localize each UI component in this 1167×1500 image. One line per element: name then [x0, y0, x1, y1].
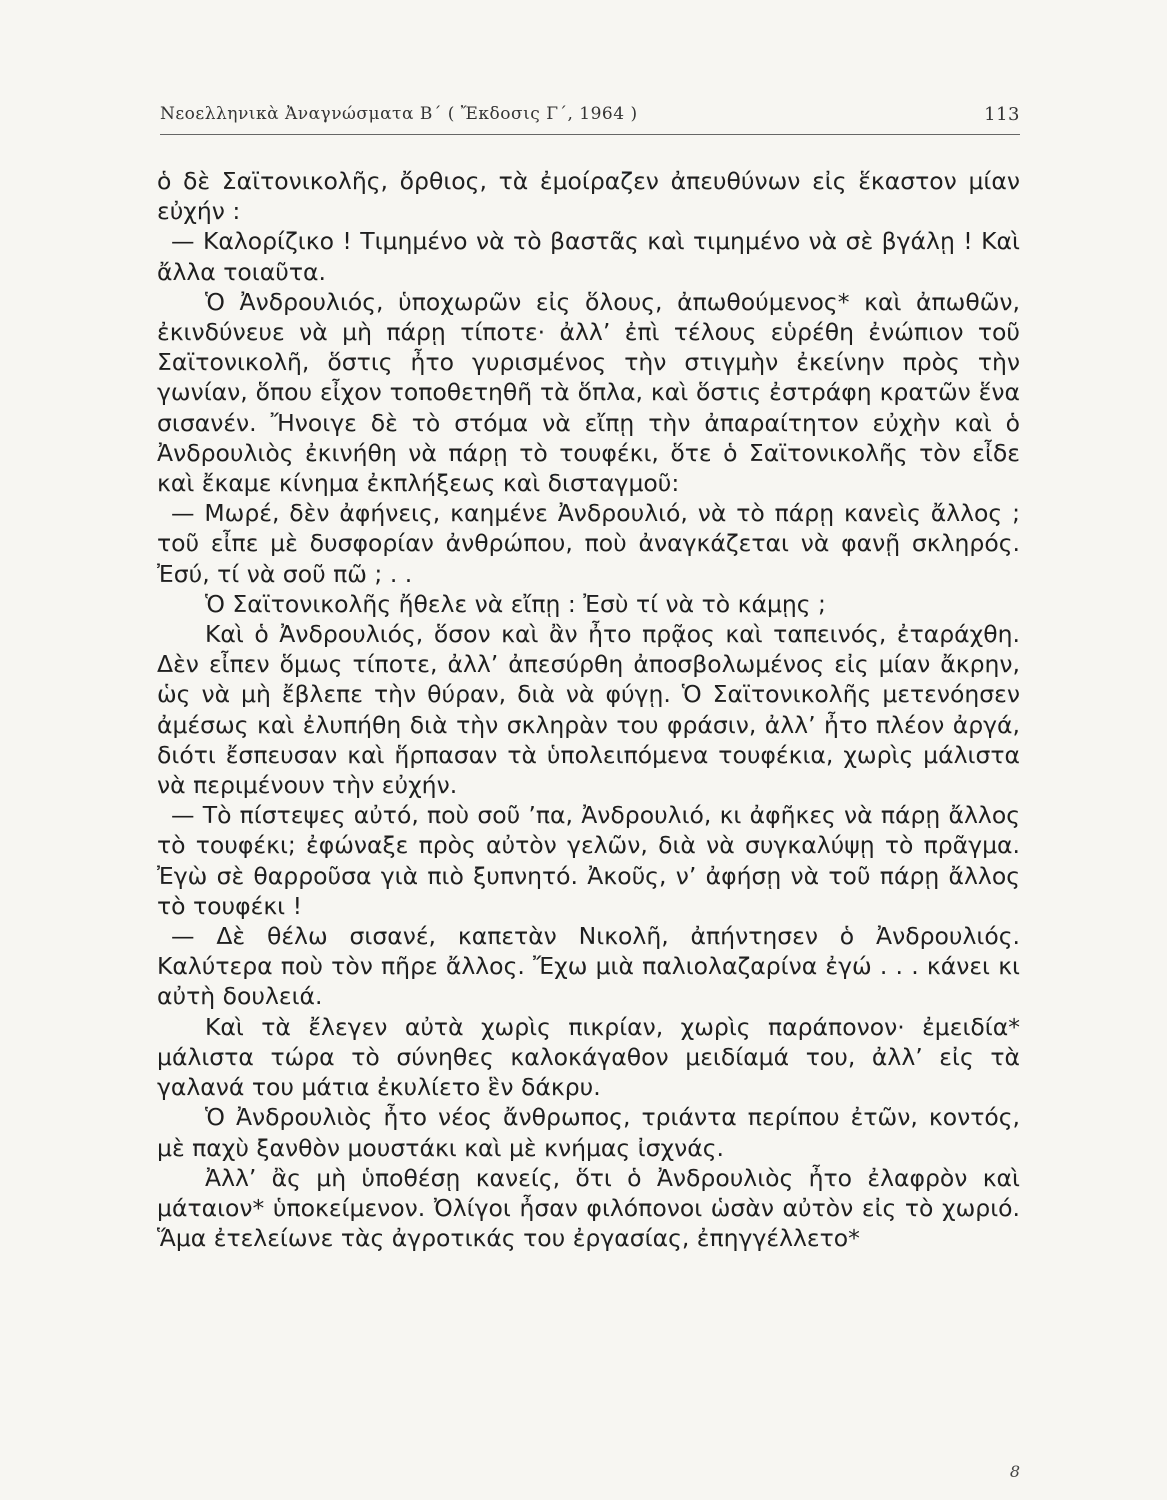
page-number: 113	[984, 104, 1020, 125]
paragraph: Ὁ Σαϊτονικολῆς ἤθελε νὰ εἴπῃ : Ἐσὺ τί νὰ τὸ κάμῃς ;	[205, 589, 826, 618]
body-text	[157, 166, 1020, 1253]
paragraph: Καὶ ὁ Ἀνδρουλιός, ὅσον καὶ ἂν ἦτο πρᾷος καὶ ταπεινός, ἐταράχθη. Δὲν εἶπεν ὅμως τίποτε, ἀλλ’ ἀπεσύρθη ἀποσβολωμένος εἰς μίαν ἄκρην, ὡς νὰ μὴ ἔβλεπε τὴν θύραν, διὰ νὰ φύγῃ. Ὁ Σαϊτονικολῆς μετενόησεν ἀμέσως καὶ ἐλυπήθη διὰ τὴν σκληρὰν του φράσιν, ἀλλ’ ἦτο πλέον ἀργά, διότι ἔσπευσαν καὶ ἥρπασαν τὰ ὑπολειπόμενα τουφέκια, χωρὶς μάλιστα νὰ περιμένουν τὴν εὐχήν.	[157, 620, 1020, 800]
dialogue-paragraph: — Καλορίζικο ! Τιμημένο νὰ τὸ βαστᾶς καὶ τιμημένο νὰ σὲ βγάλῃ ! Καὶ ἄλλα τοιαῦτα.	[157, 227, 1020, 286]
running-header	[160, 100, 1020, 136]
paragraph: Καὶ τὰ ἔλεγεν αὐτὰ χωρὶς πικρίαν, χωρὶς παράπονον· ἐμειδία* μάλιστα τώρα τὸ σύνηθες καλοκάγαθον μειδίαμά του, ἀλλ’ εἰς τὰ γαλανά του μάτια ἐκυλίετο ἓν δάκρυ.	[157, 1012, 1020, 1102]
dialogue-paragraph: — Τὸ πίστεψες αὐτό, ποὺ σοῦ ’πα, Ἀνδρουλιό, κι ἀφῆκες νὰ πάρῃ ἄλλος τὸ τουφέκι; ἐφώναξε πρὸς αὐτὸν γελῶν, διὰ νὰ συγκαλύψῃ τὸ πρᾶγμα. Ἐγὼ σὲ θαρροῦσα γιὰ πιὸ ξυπνητό. Ἀκοῦς, ν’ ἀφήσῃ νὰ τοῦ πάρῃ ἄλλος τὸ τουφέκι !	[157, 801, 1020, 920]
paragraph: Ὁ Ἀνδρουλιὸς ἦτο νέος ἄνθρωπος, τριάντα περίπου ἐτῶν, κοντός, μὲ παχὺ ξανθὸν μουστάκι καὶ μὲ κνήμας ἰσχνάς.	[157, 1103, 1020, 1162]
dialogue-paragraph: — Δὲ θέλω σισανέ, καπετὰν Νικολῆ, ἀπήντησεν ὁ Ἀνδρουλιός. Καλύτερα ποὺ τὸν πῆρε ἄλλος. Ἔχω μιὰ παλιολαζαρίνα ἐγώ . . . κάνει κι αὐτὴ δουλειά.	[157, 922, 1020, 1011]
dialogue-paragraph: — Μωρέ, δὲν ἀφήνεις, καημένε Ἀνδρουλιό, νὰ τὸ πάρῃ κανεὶς ἄλλος ; τοῦ εἶπε μὲ δυσφορίαν ἀνθρώπου, ποὺ ἀναγκάζεται νὰ φανῇ σκληρός. Ἐσύ, τί νὰ σοῦ πῶ ; . .	[157, 499, 1020, 588]
header-rule	[160, 134, 1020, 135]
paragraph: Ἀλλ’ ἂς μὴ ὑποθέσῃ κανείς, ὅτι ὁ Ἀνδρουλιὸς ἦτο ἐλαφρὸν καὶ μάταιον* ὑποκείμενον. Ὀλίγοι ἦσαν φιλόπονοι ὡσὰν αὐτὸν εἰς τὸ χωριό. Ἅμα ἐτελείωνε τὰς ἀγροτικάς του ἐργασίας, ἐπηγγέλλετο*	[157, 1163, 1020, 1253]
book-title: Νεοελληνικὰ Ἀναγνώσματα Β΄ ( Ἔκδοσις Γ΄, 1964 )	[160, 104, 638, 124]
paragraph: Ὁ Ἀνδρουλιός, ὑποχωρῶν εἰς ὅλους, ἀπωθούμενος* καὶ ἀπωθῶν, ἐκινδύνευε νὰ μὴ πάρῃ τίποτε· ἀλλ’ ἐπὶ τέλους εὑρέθη ἐνώπιον τοῦ Σαϊτονικολῆ, ὅστις ἦτο γυρισμένος τὴν στιγμὴν ἐκείνην πρὸς τὴν γωνίαν, ὅπου εἶχον τοποθετηθῆ τὰ ὅπλα, καὶ ὅστις ἐστράφη κρατῶν ἕνα σισανέν. Ἤνοιγε δὲ τὸ στόμα νὰ εἴπῃ τὴν ἀπαραίτητον εὐχὴν καὶ ὁ Ἀνδρουλιὸς ἐκινήθη νὰ πάρῃ τὸ τουφέκι, ὅτε ὁ Σαϊτονικολῆς τὸν εἶδε καὶ ἔκαμε κίνημα ἐκπλήξεως καὶ δισταγμοῦ:	[157, 287, 1020, 498]
signature-mark: 8	[1009, 1462, 1020, 1481]
paragraph: ὁ δὲ Σαϊτονικολῆς, ὄρθιος, τὰ ἐμοίραζεν ἀπευθύνων εἰς ἕκαστον μίαν εὐχήν :	[157, 167, 1020, 226]
